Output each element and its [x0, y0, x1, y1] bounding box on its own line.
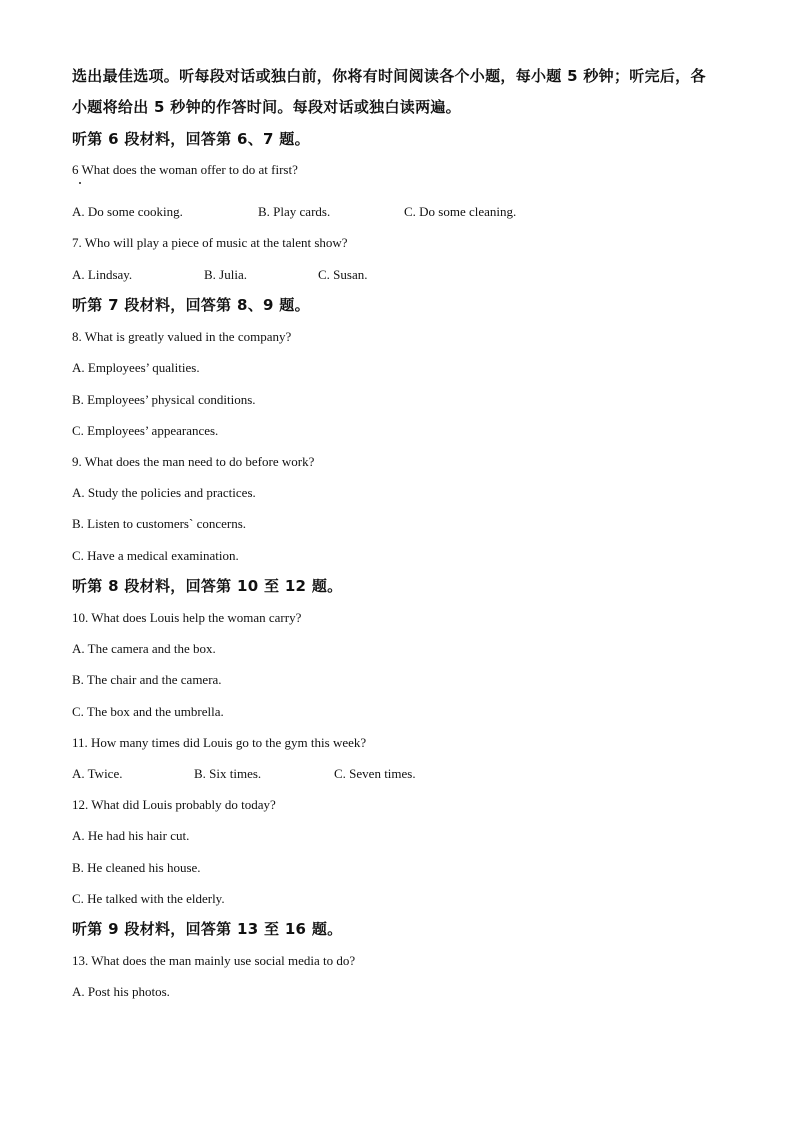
question-6-option-c: C. Do some cleaning. [404, 204, 517, 219]
question-12-option-b: B. He cleaned his house. [72, 860, 201, 875]
question-12-stem: 12. What did Louis probably do today? [72, 797, 276, 812]
section-7-header: 听第 7 段材料，回答第 8、9 题。 [72, 296, 310, 314]
question-13-stem: 13. What does the man mainly use social media to do? [72, 953, 356, 968]
section-9-header: 听第 9 段材料，回答第 13 至 16 题。 [72, 920, 343, 938]
question-7-option-b: B. Julia. [204, 267, 247, 282]
question-11-option-b: B. Six times. [194, 766, 262, 781]
question-6-stem: 6 What does the woman offer to do at first? [72, 162, 298, 177]
question-7-option-c: C. Susan. [318, 267, 368, 282]
question-6-option-b: B. Play cards. [258, 204, 331, 219]
question-10-stem: 10. What does Louis help the woman carry? [72, 610, 302, 625]
question-6-option-a: A. Do some cooking. [72, 204, 183, 219]
question-7-option-a: A. Lindsay. [72, 267, 133, 282]
question-11-option-c: C. Seven times. [334, 766, 416, 781]
question-8-stem: 8. What is greatly valued in the company? [72, 329, 292, 344]
question-10-option-c: C. The box and the umbrella. [72, 704, 224, 719]
instructions-line-1: 选出最佳选项。听每段对话或独白前，你将有时间阅读各个小题，每小题 5 秒钟；听完后，各 [72, 67, 706, 85]
question-8-option-c: C. Employees’ appearances. [72, 423, 219, 438]
question-12-option-a: A. He had his hair cut. [72, 828, 190, 843]
question-8-option-b: B. Employees’ physical conditions. [72, 392, 256, 407]
question-9-option-b: B. Listen to customers` concerns. [72, 516, 247, 531]
question-10-option-a: A. The camera and the box. [72, 641, 216, 656]
question-12-option-c: C. He talked with the elderly. [72, 891, 225, 906]
stray-dot-mark [79, 182, 81, 184]
instructions-line-2: 小题将给出 5 秒钟的作答时间。每段对话或独白读两遍。 [72, 98, 461, 116]
question-13-option-a: A. Post his photos. [72, 984, 170, 999]
question-11-option-a: A. Twice. [72, 766, 123, 781]
section-6-header: 听第 6 段材料，回答第 6、7 题。 [72, 130, 310, 148]
question-11-stem: 11. How many times did Louis go to the gym this week? [72, 735, 367, 750]
section-8-header: 听第 8 段材料，回答第 10 至 12 题。 [72, 577, 343, 595]
question-9-option-a: A. Study the policies and practices. [72, 485, 256, 500]
question-7-stem: 7. Who will play a piece of music at the talent show? [72, 235, 348, 250]
question-9-option-c: C. Have a medical examination. [72, 548, 239, 563]
question-8-option-a: A. Employees’ qualities. [72, 360, 200, 375]
question-10-option-b: B. The chair and the camera. [72, 672, 222, 687]
question-9-stem: 9. What does the man need to do before work? [72, 454, 315, 469]
